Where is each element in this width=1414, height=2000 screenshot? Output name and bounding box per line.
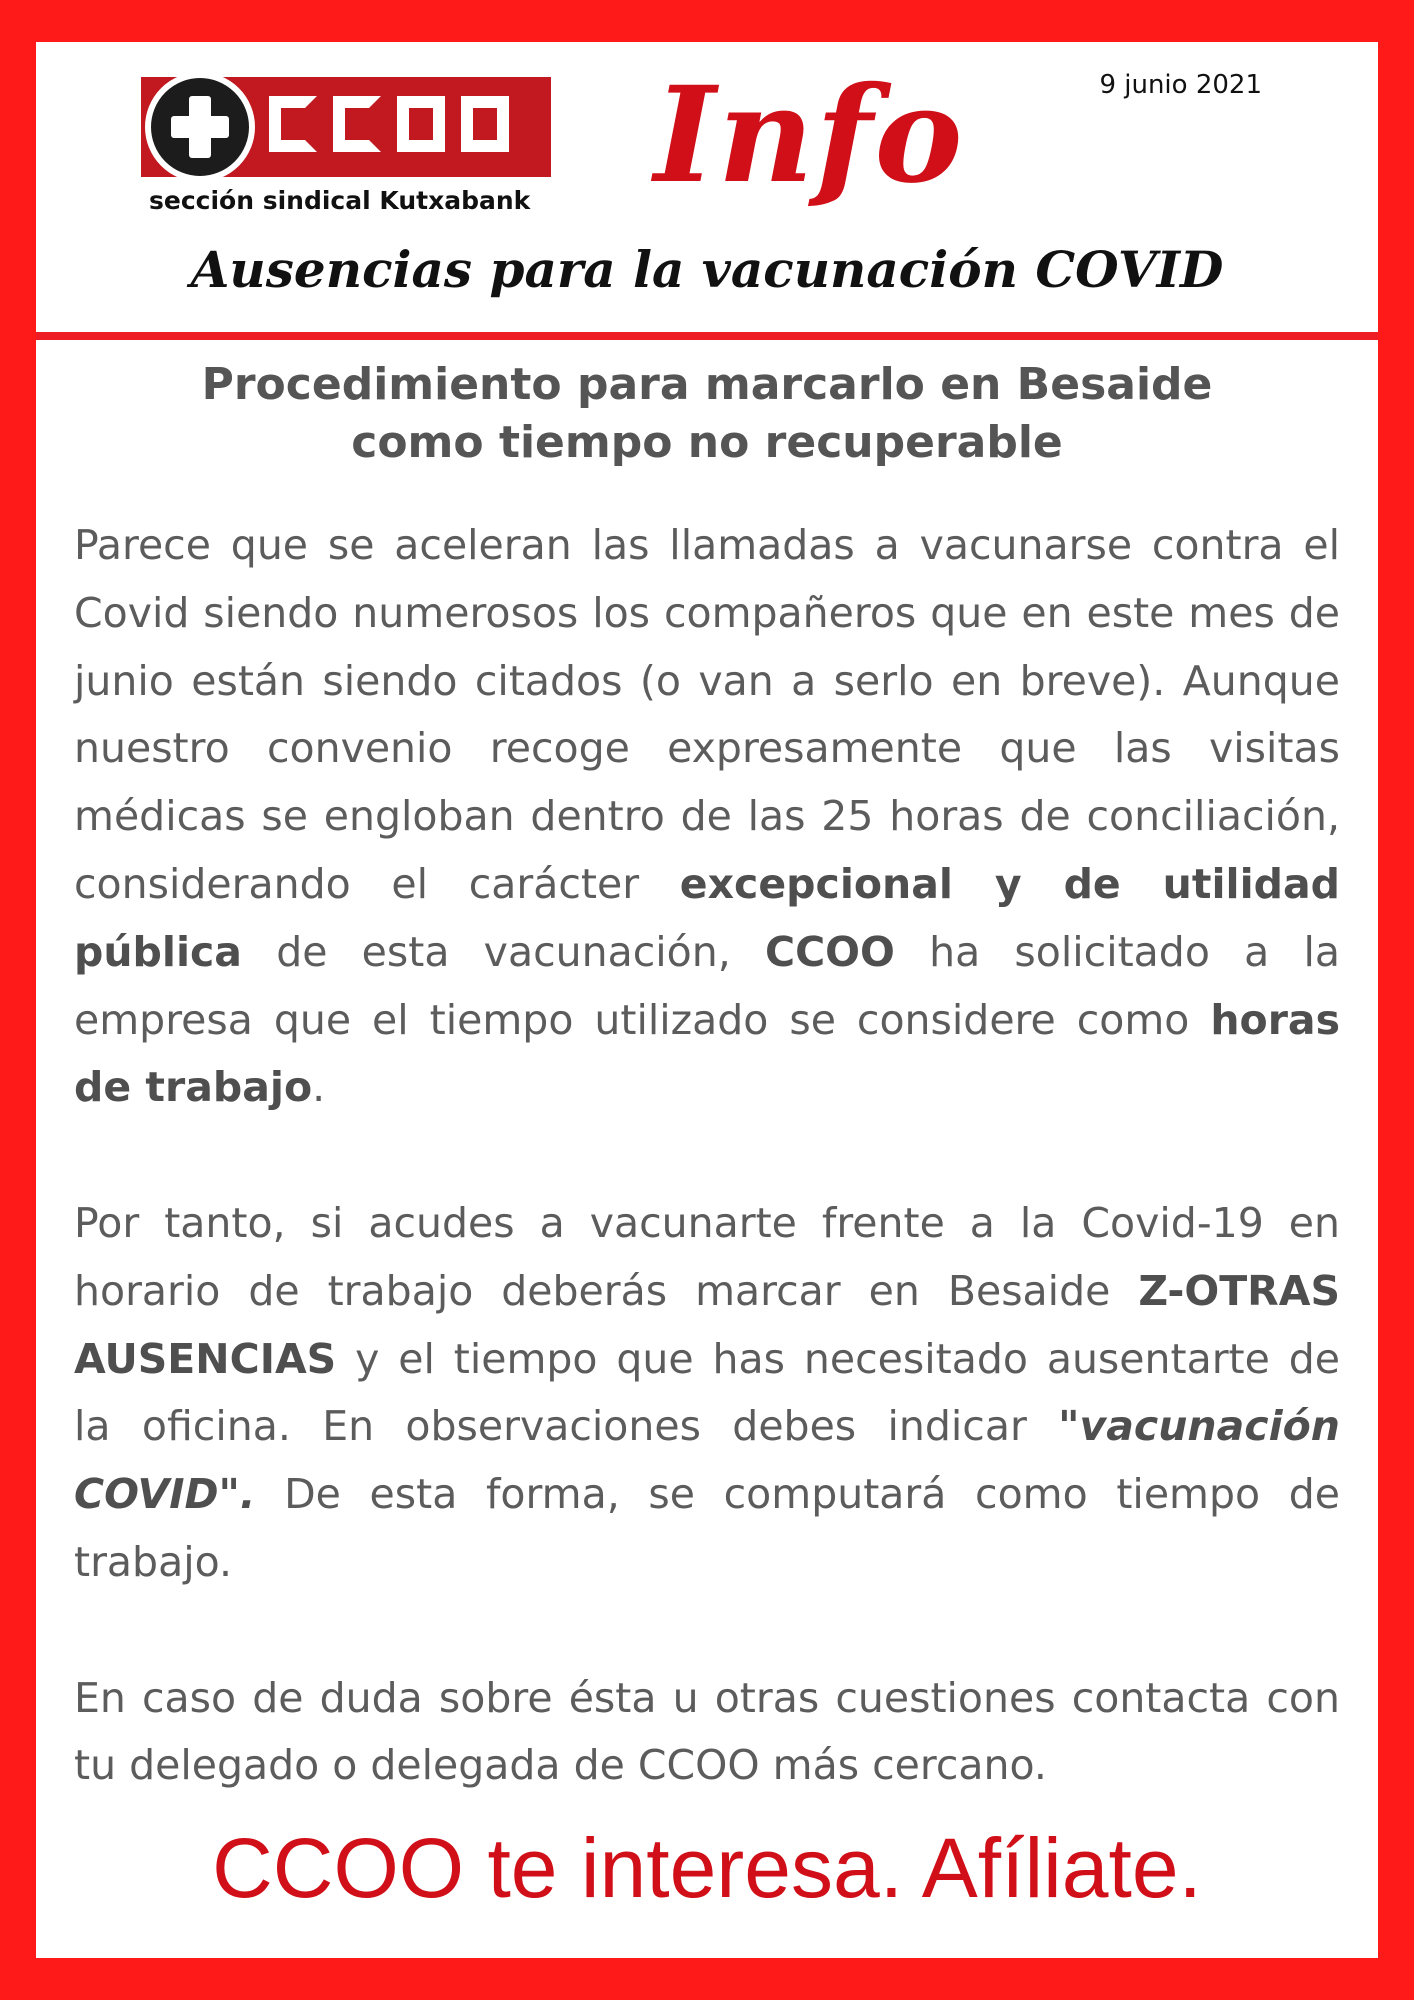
- ccoo-logo: [141, 72, 591, 218]
- info-title: Info: [654, 58, 965, 213]
- bold-phrase: CCOO: [764, 927, 895, 976]
- flyer-sheet: [36, 42, 1378, 1958]
- paragraph-2: Por tanto, si acudes a vacunarte frente a la Covid-19 en horario de trabajo deberás marcar en Besaide Z-OTRAS AUSENCIAS y el tiempo que has necesitado ausentarte de la oficina. En observaciones debes indicar "vacunación COVID". De esta forma, se computará como tiempo de trabajo.: [74, 1198, 1340, 1586]
- body-text: [74, 512, 1340, 1800]
- bold-italic-phrase: "vacunación COVID".: [74, 1402, 1340, 1519]
- bold-phrase: excepcional y de utilidad pública: [74, 859, 1340, 976]
- bold-phrase: horas de trabajo: [74, 995, 1340, 1112]
- publication-date: 9 junio 2021: [1099, 70, 1262, 100]
- logo-subtitle: sección sindical Kutxabank: [149, 186, 531, 215]
- red-divider: [36, 332, 1378, 340]
- call-to-action: CCOO te interesa. Afíliate.: [212, 1821, 1202, 1915]
- subtitle: [36, 356, 1378, 472]
- paragraph-1: Parece que se aceleran las llamadas a vacunarse contra el Covid siendo numerosos los compañeros que en este mes de junio están siendo citados (o van a serlo en breve). Aunque nuestro convenio recoge expresamente que las visitas médicas se engloban dentro de las 25 horas de conciliación, considerando el carácter excepcional y de utilidad pública de esta vacunación, CCOO ha solicitado a la empresa que el tiempo utilizado se considere como horas de trabajo.: [74, 521, 1340, 1112]
- subtitle-line-2: como tiempo no recuperable: [351, 417, 1063, 468]
- paragraph-3: En caso de duda sobre ésta u otras cuestiones contacta con tu delegado o delegada de CCOO más cercano.: [74, 1673, 1340, 1790]
- logo-emblem-icon: [145, 72, 255, 182]
- headline: Ausencias para la vacunación COVID: [190, 240, 1224, 299]
- bold-phrase: Z-OTRAS AUSENCIAS: [74, 1266, 1340, 1383]
- subtitle-line-1: Procedimiento para marcarlo en Besaide: [201, 359, 1213, 410]
- logo-letters: [269, 96, 509, 152]
